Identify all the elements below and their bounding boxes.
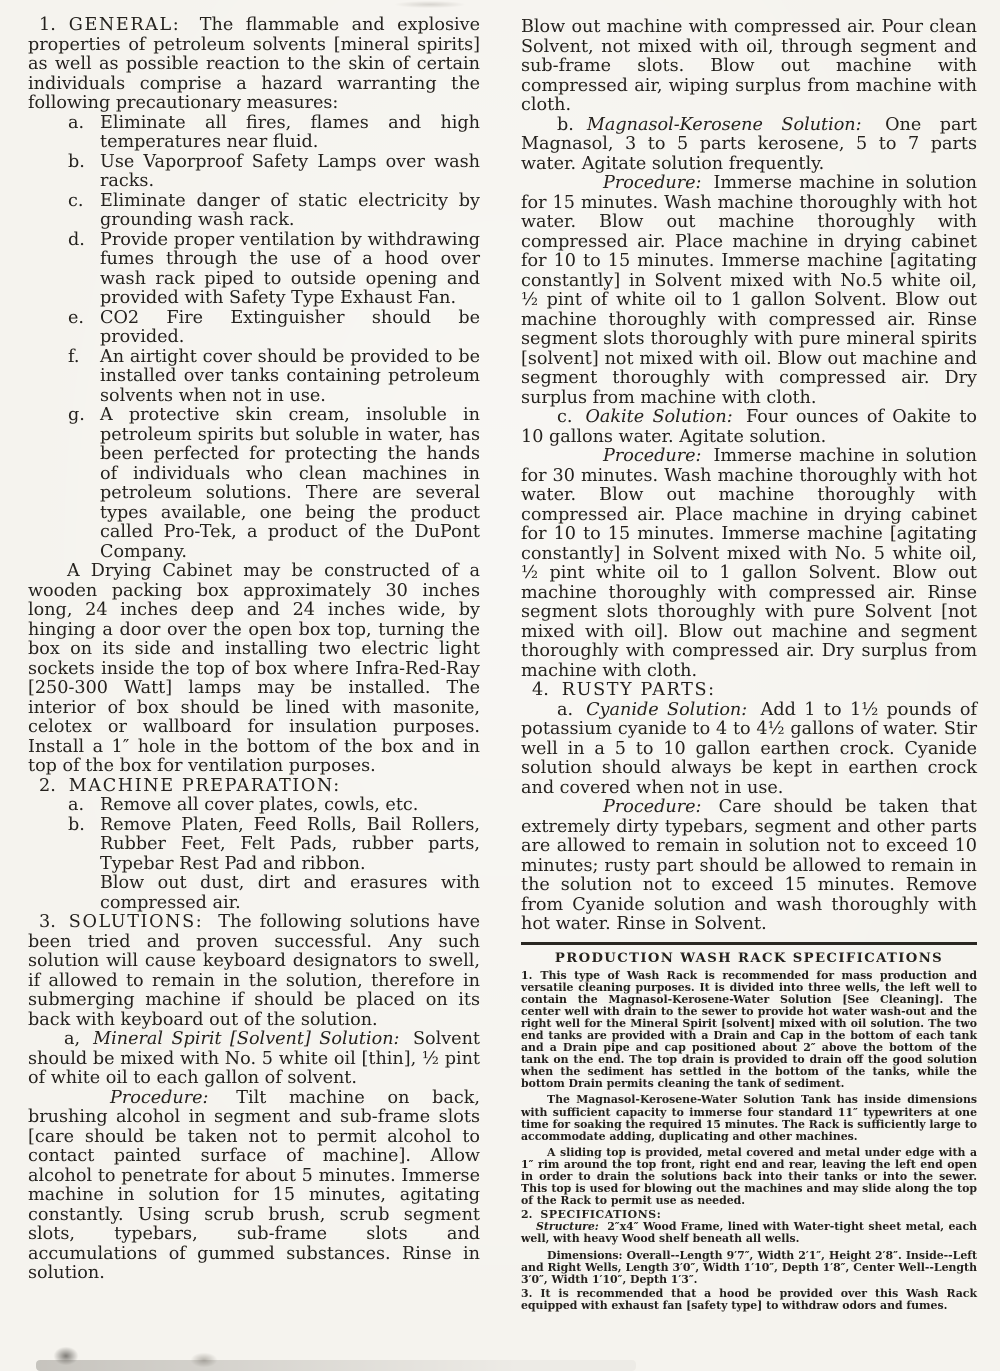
item-2a bbox=[28, 796, 480, 816]
scan-artifact bbox=[385, 0, 475, 9]
paragraph-text: It is recommended that a hood be provided over this Wash Rack equipped with exhaust fan [safety type] to withdraw odors and fumes. bbox=[521, 1286, 977, 1312]
section-number: 2. bbox=[39, 775, 56, 796]
specs-para-3 bbox=[521, 1288, 977, 1312]
paragraph-text: Remove all cover plates, cowls, etc. bbox=[100, 795, 419, 815]
section-number: 2. bbox=[521, 1208, 533, 1222]
item-marker: a. bbox=[68, 112, 85, 133]
item-1f bbox=[28, 348, 480, 407]
item-marker: b. bbox=[68, 814, 85, 835]
paragraph-text: The following solutions have been tried and proven successful. Any such solution will cause keyboard designators to swell, if allowed to remain in the solution, therefore in submerging machine if should be placed on its back with keyboard out of the solution. bbox=[28, 912, 481, 1030]
paragraph-text: One part Magnasol, 3 to 5 parts kerosene, 5 to 7 parts water. Agitate solution frequently. bbox=[521, 114, 978, 174]
paragraph-text: 2″x4″ Wood Frame, lined with Water-tight sheet metal, each well, with heavy Wood shelf beneath all wells. bbox=[521, 1220, 978, 1246]
item-marker: 3. bbox=[521, 1286, 533, 1300]
solution-c-oakite bbox=[521, 408, 977, 447]
item-2b-continued: Blow out dust, dirt and erasures with compressed air. bbox=[100, 873, 480, 913]
item-1b bbox=[28, 153, 480, 192]
specs-para-sliding-top: A sliding top is provided, metal covered and metal under edge with a 1″ rim around the top front, right end and rear, leaving the left end open in order to drain the solutions back into their tanks or into the sewer. This top is used for blowing out the machines and may slide along the top of the Rack to permit use as needed. bbox=[521, 1145, 977, 1208]
paragraph-text: Immerse machine in solution for 30 minutes. Wash machine thoroughly with hot water. Blow out machine thoroughly with compressed air. Place machine in drying cabinet for 10 to 15 minutes. Immerse machine [agitating constantly] in Solvent mixed with No. 5 white oil, ½ pint white oil to 1 gallon Solvent. Blow out machine thoroughly with compressed air. Rinse segment slots thoroughly with pure Solvent [not mixed with oil]. Blow out machine and segment thoroughly with compressed air. Dry surplus from machine with cloth. bbox=[521, 446, 978, 681]
procedure-label: Procedure: bbox=[603, 797, 702, 817]
right-column bbox=[521, 18, 977, 1312]
procedure-oakite bbox=[521, 447, 977, 681]
item-1a bbox=[28, 114, 480, 153]
specs-structure bbox=[521, 1221, 977, 1245]
solution-b-magnasol-kerosene bbox=[521, 116, 977, 175]
paragraph-text: Overall--Length 9′7″, Width 2′1″, Height 2′8″. Inside--Left and Right Wells, Length 3′0″, Width 1′10″, Depth 1′8″, Center Well--Length 3′0″, Width 1′10″, Depth 1′3″. bbox=[521, 1248, 977, 1286]
dimensions-label: Dimensions: bbox=[547, 1248, 623, 1262]
item-marker: c. bbox=[68, 190, 84, 211]
continuation-paragraph: Blow out machine with compressed air. Pour clean Solvent, not mixed with oil, through segment and sub-frame slots. Blow out machine with compressed air, wiping surplus from machine with cloth. bbox=[521, 17, 977, 115]
procedure-cyanide bbox=[521, 798, 977, 935]
structure-label: Structure: bbox=[536, 1220, 599, 1234]
item-marker: a. bbox=[68, 795, 85, 815]
paragraph-text: CO2 Fire Extinguisher should be provided. bbox=[100, 307, 480, 347]
item-marker: b. bbox=[557, 114, 574, 135]
specs-para-1 bbox=[521, 970, 977, 1091]
section-title: SOLUTIONS: bbox=[68, 912, 204, 932]
specs-divider bbox=[521, 942, 977, 945]
item-marker: b. bbox=[68, 151, 85, 172]
item-marker: a, bbox=[64, 1029, 81, 1049]
paragraph-text: The flammable and explosive properties of petroleum solvents [mineral spirits] as well as possible reaction to the skin of certain individuals comprise a hazard warranting the following precautionary measures: bbox=[28, 15, 480, 113]
section-title: GENERAL: bbox=[68, 15, 181, 35]
section-title: MACHINE PREPARATION: bbox=[68, 775, 341, 796]
solution-a-mineral-spirit bbox=[28, 1030, 480, 1089]
item-marker: a. bbox=[557, 699, 574, 720]
procedure-label: Procedure: bbox=[110, 1087, 209, 1108]
paragraph-text: A protective skin cream, insoluble in petroleum spirits but soluble in water, has been perfected for protecting the hands of individuals who clean machines in petroleum solutions. There are several types available, one being the product called Pro-Tek, a product of the DuPont Company. bbox=[100, 405, 480, 562]
drying-cabinet-paragraph: A Drying Cabinet may be constructed of a wooden packing box approximately 30 inches long, 24 inches deep and 24 inches wide, by hinging a door over the open box top, turning the box on its side and installing two electric light sockets inside the top of box where Infra-Red-Ray [250-300 Watt] lamps may be installed. The interior of box should be lined with masonite, celotex or wallboard for insulation purposes. Install a 1″ hole in the bottom of the box and in top of the box for ventilation purposes. bbox=[28, 561, 480, 776]
procedure-magnasol bbox=[521, 174, 977, 408]
paragraph-text: Eliminate danger of static electricity by grounding wash rack. bbox=[100, 190, 480, 230]
item-1e bbox=[28, 309, 480, 348]
paragraph-text: Remove Platen, Feed Rolls, Bail Rollers, Rubber Feet, Felt Pads, rubber parts, Typebar Rest Pad and ribbon. bbox=[100, 814, 480, 874]
paragraph-text: Solvent should be mixed with No. 5 white oil [thin], ½ pint of white oil to each gallon of solvent. bbox=[28, 1029, 480, 1088]
section-3-solutions bbox=[28, 913, 480, 1030]
item-1d bbox=[28, 231, 480, 309]
paragraph-text: Add 1 to 1½ pounds of potassium cyanide to 4 to 4½ gallons of water. Stir well in a 5 to 10 gallon earthen crock. Cyanide solution should always be kept in earthen crock and covered when not in use. bbox=[521, 699, 978, 798]
scan-artifact bbox=[50, 1344, 82, 1368]
procedure-mineral-spirit bbox=[28, 1089, 480, 1284]
paragraph-text: Eliminate all fires, flames and high temperatures near fluid. bbox=[100, 112, 480, 152]
paragraph-text: This type of Wash Rack is recommended for mass production and versatile cleaning purposes. It is divided into three wells, the left well to contain the Magnasol-Kerosene-Water Solution [See Cleaning]. The center well with drain to the sewer to provide hot water wash-out and the right well for the Mineral Spirit [solvent] mixed with oil solution. The two end tanks are provided with a Drain and Cap in the bottom of each tank and a Drain pipe and cap positioned about 2″ above the bottom of the tank on the end. The top drain is provided to drain off the good solution when the sediment has settled in the bottom of the tanks, while the bottom Drain permits cleaning the tank of sediment. bbox=[521, 968, 977, 1091]
section-number: 3. bbox=[39, 912, 56, 932]
item-marker: 1. bbox=[521, 968, 533, 982]
section-4-rusty-parts bbox=[521, 681, 977, 701]
specs-dimensions bbox=[521, 1250, 977, 1286]
item-marker: c. bbox=[557, 407, 573, 427]
item-marker: f. bbox=[68, 346, 80, 367]
paragraph-text: Care should be taken that extremely dirty typebars, segment and other parts are allowed to remain in solution not to exceed 10 minutes; rusty part should be allowed to remain in the solution not to exceed 15 minutes. Remove from Cyanide solution and wash thoroughly with hot water. Rinse in Solvent. bbox=[521, 797, 977, 934]
paragraph-text: Use Vaporproof Safety Lamps over wash racks. bbox=[100, 151, 480, 191]
scan-artifact bbox=[36, 1360, 636, 1371]
section-1-general bbox=[28, 16, 480, 114]
procedure-label: Procedure: bbox=[603, 173, 702, 193]
specs-para-tank: The Magnasol-Kerosene-Water Solution Tank has inside dimensions with sufficient capacity to immerse four standard 11″ typewriters at one time for soaking the required 15 minutes. The Rack is sufficiently large to accommodate adding, duplicating and other machines. bbox=[521, 1093, 977, 1143]
item-1c bbox=[28, 192, 480, 231]
paragraph-text: Immerse machine in solution for 15 minutes. Wash machine thoroughly with hot water. Blow out machine thoroughly with compressed air. Place machine in drying cabinet for 10 to 15 minutes. Immerse machine [agitating constantly] in Solvent mixed with No.5 white oil, ½ pint of white oil to 1 gallon Solvent. Blow out machine thoroughly with compressed air. Rinse segment slots thoroughly with pure mineral spirits [solvent] not mixed with oil. Blow out machine and segment thoroughly with compressed air. Dry surplus from machine with cloth. bbox=[521, 173, 978, 408]
paragraph-text: An airtight cover should be provided to be installed over tanks containing petroleum solvents when not in use. bbox=[100, 346, 480, 406]
item-marker: g. bbox=[68, 405, 85, 425]
specs-heading: PRODUCTION WASH RACK SPECIFICATIONS bbox=[554, 950, 944, 966]
specs-section bbox=[521, 951, 977, 1313]
paragraph-text: Provide proper ventilation by withdrawing fumes through the use of a hood over wash rack piped to outside opening and provided with Safety Type Exhaust Fan. bbox=[100, 229, 480, 308]
solution-name: Cyanide Solution: bbox=[586, 699, 748, 720]
left-column bbox=[28, 16, 480, 1284]
item-marker: e. bbox=[68, 307, 85, 328]
procedure-label: Procedure: bbox=[603, 446, 702, 466]
solution-name: Magnasol-Kerosene Solution: bbox=[586, 114, 862, 135]
section-title: SPECIFICATIONS: bbox=[540, 1208, 662, 1222]
section-number: 1. bbox=[39, 15, 56, 35]
paragraph-text: Tilt machine on back, brushing alcohol in segment and sub-frame slots [care should be taken not to permit alcohol to contact painted surface of machine]. Allow alcohol to penetrate for about 5 minutes. Immerse machine in solution for 15 minutes, agitating constantly. Using scrub brush, scrub segment slots, typebars, sub-frame slots and accumulations of gummed substances. Rinse in solution. bbox=[28, 1087, 480, 1283]
solution-name: Mineral Spirit [Solvent] Solution: bbox=[93, 1029, 400, 1049]
section-title: RUSTY PARTS: bbox=[561, 680, 716, 700]
solution-name: Oakite Solution: bbox=[585, 407, 733, 427]
item-2b bbox=[28, 816, 480, 875]
solution-a-cyanide bbox=[521, 701, 977, 799]
item-marker: d. bbox=[68, 229, 85, 250]
scan-artifact bbox=[186, 1350, 222, 1370]
section-number: 4. bbox=[532, 680, 549, 700]
section-2-machine-preparation bbox=[28, 777, 480, 797]
paragraph-text: Four ounces of Oakite to 10 gallons water. Agitate solution. bbox=[521, 407, 977, 447]
item-1g bbox=[28, 406, 480, 562]
